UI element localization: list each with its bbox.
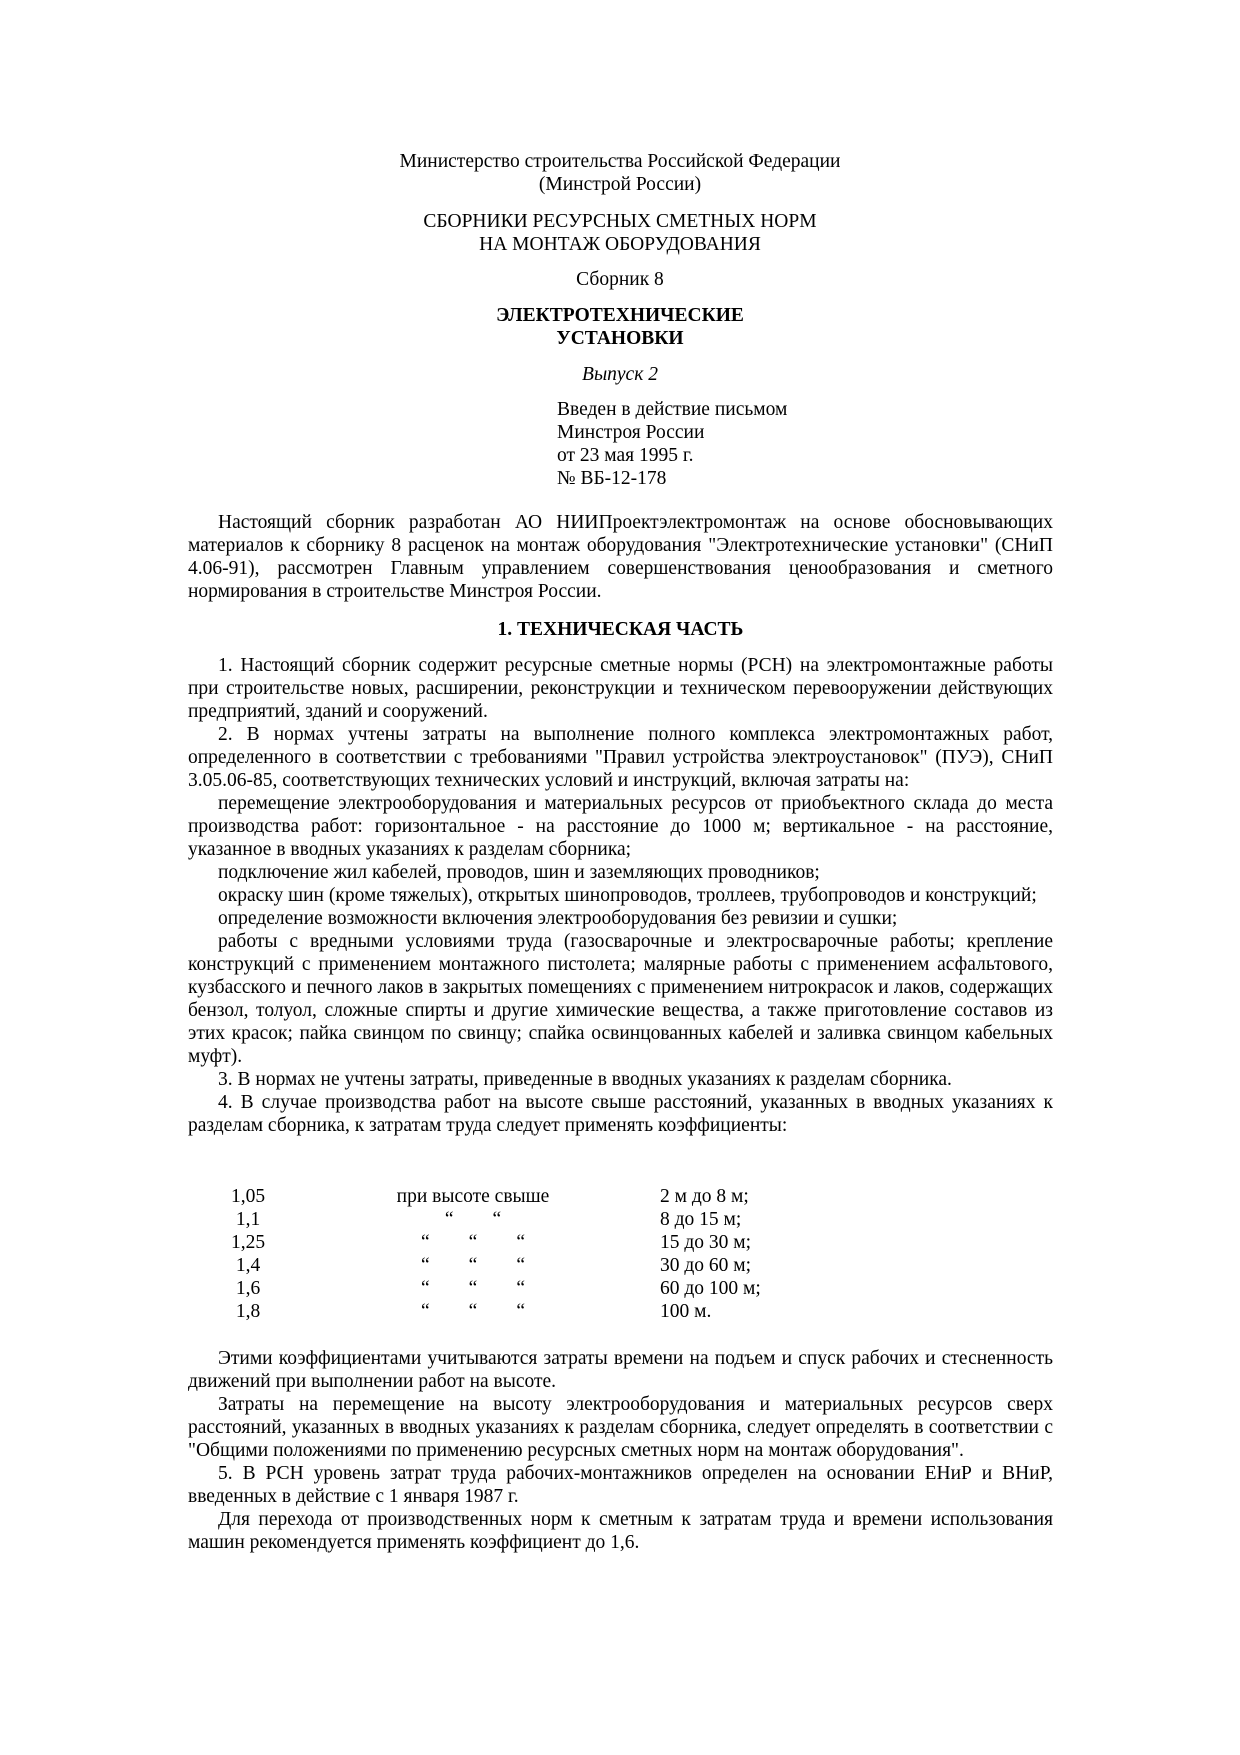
- technical-part-continued: [188, 1347, 1053, 1554]
- coefficient-value: 1,1: [235, 1209, 261, 1230]
- enactment-line-4: № ВБ-12-178: [557, 468, 667, 489]
- collection-title-line-2: НА МОНТАЖ ОБОРУДОВАНИЯ: [479, 234, 761, 255]
- coefficient-row: [188, 1209, 888, 1232]
- coefficient-condition: “ “ “: [421, 1278, 525, 1299]
- paragraph-vertical-transport: Затраты на перемещение на высоту электрооборудования и материальных ресурсов сверх расстояний, указанных в вводных указаниях к разделам сборника, следует определять в соответствии с "Общими положениями по применению ресурсных сметных норм на монтаж оборудования".: [188, 1394, 1053, 1461]
- coefficient-row: [188, 1186, 888, 1209]
- coefficient-value: 1,4: [235, 1255, 261, 1276]
- paragraph-item-painting: окраску шин (кроме тяжелых), открытых шинопроводов, троллеев, трубопроводов и конструкций;: [218, 885, 1037, 906]
- coefficient-condition: “ “ “: [421, 1301, 525, 1322]
- coefficient-value: 1,8: [235, 1301, 261, 1322]
- coefficient-height-range: 8 до 15 м;: [660, 1209, 742, 1230]
- paragraph-item-inspection: определение возможности включения электрооборудования без ревизии и сушки;: [218, 908, 898, 929]
- paragraph-2: 2. В нормах учтены затраты на выполнение полного комплекса электромонтажных работ, определенного в соответствии с требованиями "Правил устройства электроустановок" (ПУЭ), СНиП 3.05.06-85, соответствующих технических условий и инструкций, включая затраты на:: [188, 724, 1053, 791]
- enactment-line-3: от 23 мая 1995 г.: [557, 445, 694, 466]
- collection-number: Сборник 8: [576, 269, 664, 290]
- paragraph-item-hazardous: работы с вредными условиями труда (газосварочные и электросварочные работы; крепление конструкций с применением монтажного пистолета; малярные работы с применением асфальтового, кузбасского и печного лаков в закрытых помещениях с применением нитрокрасок и лаков, содержащих бензол, толуол, сложные спирты и другие химические вещества, а также приготовление составов из этих красок; пайка свинцом по свинцу; спайка освинцованных кабелей и заливка свинцом кабельных муфт).: [188, 931, 1053, 1067]
- subject-title-line-2: УСТАНОВКИ: [556, 328, 684, 349]
- paragraph-item-connection: подключение жил кабелей, проводов, шин и заземляющих проводников;: [218, 862, 820, 883]
- paragraph-coefficients-note: Этими коэффициентами учитываются затраты времени на подъем и спуск рабочих и стесненность движений при выполнении работ на высоте.: [188, 1348, 1053, 1392]
- coefficient-row: [188, 1232, 888, 1255]
- coefficient-value: 1,25: [230, 1232, 266, 1253]
- enactment-block: [557, 398, 787, 490]
- coefficient-height-range: 100 м.: [660, 1301, 712, 1322]
- coefficient-condition: “ “ “: [421, 1232, 525, 1253]
- ministry-short-name: (Минстрой России): [538, 174, 702, 195]
- coefficient-value: 1,6: [235, 1278, 261, 1299]
- enactment-line-1: Введен в действие письмом: [557, 399, 788, 420]
- intro-paragraph: Настоящий сборник разработан АО НИИПроектэлектромонтаж на основе обосновывающих материалов к сборнику 8 расценок на монтаж оборудования "Электротехнические установки" (СНиП 4.06-91), рассмотрен Главным управлением совершенствования ценообразования и сметного нормирования в строительстве Минстроя России.: [188, 512, 1053, 602]
- coefficient-row: [188, 1255, 888, 1278]
- enactment-line-2: Минстроя России: [557, 422, 705, 443]
- paragraph-conversion-factor: Для перехода от производственных норм к сметным к затратам труда и времени использования машин рекомендуется применять коэффициент до 1,6.: [188, 1509, 1053, 1553]
- coefficient-row: [188, 1301, 888, 1324]
- intro-block: [188, 511, 1053, 603]
- coefficient-row: [188, 1278, 888, 1301]
- coefficient-condition: “ “: [444, 1209, 502, 1230]
- paragraph-4: 4. В случае производства работ на высоте свыше расстояний, указанных в вводных указаниях к разделам сборника, к затратам труда следует применять коэффициенты:: [188, 1092, 1053, 1136]
- ministry-name: Министерство строительства Российской Федерации: [399, 151, 841, 172]
- collection-title-line-1: СБОРНИКИ РЕСУРСНЫХ СМЕТНЫХ НОРМ: [423, 211, 817, 232]
- coefficient-condition: при высоте свыше: [396, 1186, 550, 1207]
- paragraph-1: 1. Настоящий сборник содержит ресурсные сметные нормы (РСН) на электромонтажные работы при строительстве новых, расширении, реконструкции и техническом перевооружении действующих предприятий, зданий и сооружений.: [188, 655, 1053, 722]
- paragraph-item-transport: перемещение электрооборудования и материальных ресурсов от приобъектного склада до места производства работ: горизонтальное - на расстояние до 1000 м; вертикальное - на расстояние, указанное в вводных указаниях к разделам сборника;: [188, 793, 1053, 860]
- paragraph-5: 5. В РСН уровень затрат труда рабочих-монтажников определен на основании ЕНиР и ВНиР, введенных в действие с 1 января 1987 г.: [188, 1463, 1053, 1507]
- coefficient-value: 1,05: [230, 1186, 266, 1207]
- coefficient-table: [188, 1186, 888, 1324]
- coefficient-condition: “ “ “: [421, 1255, 525, 1276]
- coefficient-height-range: 15 до 30 м;: [660, 1232, 752, 1253]
- subject-title-line-1: ЭЛЕКТРОТЕХНИЧЕСКИЕ: [496, 305, 744, 326]
- coefficient-height-range: 2 м до 8 м;: [660, 1186, 749, 1207]
- technical-part-body: [188, 654, 1053, 1137]
- paragraph-3: 3. В нормах не учтены затраты, приведенные в вводных указаниях к разделам сборника.: [218, 1069, 952, 1090]
- issue-number: Выпуск 2: [582, 364, 658, 385]
- coefficient-height-range: 60 до 100 м;: [660, 1278, 761, 1299]
- coefficient-height-range: 30 до 60 м;: [660, 1255, 752, 1276]
- section-title: 1. ТЕХНИЧЕСКАЯ ЧАСТЬ: [497, 619, 744, 640]
